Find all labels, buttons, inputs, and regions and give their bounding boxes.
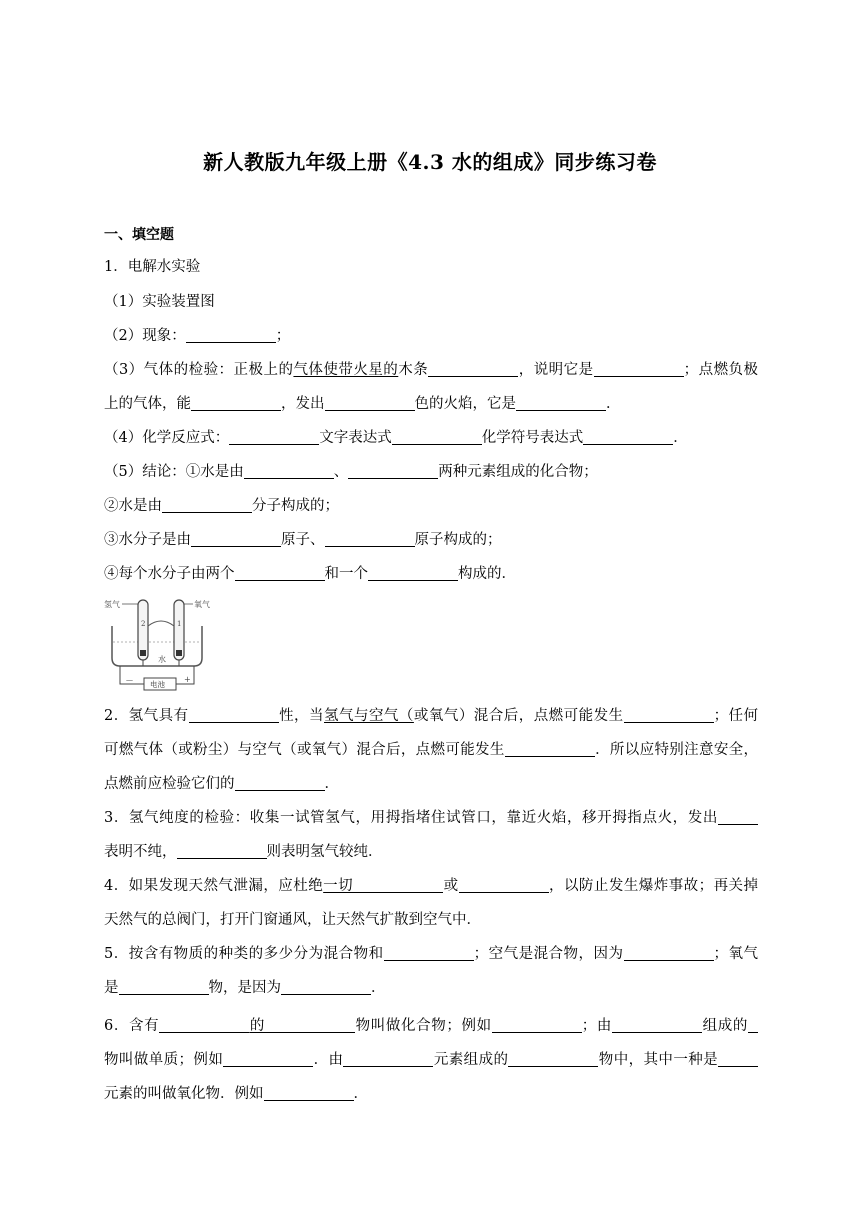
q1-sub1: （1）实验装置图 — [104, 294, 215, 310]
answer-blank[interactable] — [353, 878, 443, 893]
answer-blank[interactable] — [624, 946, 714, 961]
section-heading: 一、填空题 — [104, 227, 174, 243]
q1-conclusion3: ③水分子是由 原子、 原子构成的； — [104, 532, 502, 548]
page-title: 新人教版九年级上册《4.3 水的组成》同步练习卷 — [203, 150, 657, 174]
answer-blank[interactable] — [583, 430, 673, 445]
answer-blank[interactable] — [229, 430, 319, 445]
q6-line2: 物叫做单质；例如 ．由 元素组成的 物中，其中一种是 — [104, 1050, 758, 1070]
label-oxygen: 氧气 — [194, 600, 210, 609]
answer-blank[interactable] — [508, 1052, 598, 1067]
answer-blank[interactable] — [505, 742, 595, 757]
answer-blank[interactable] — [718, 1052, 758, 1067]
q2-line3: 点燃前应检验它们的 ． — [104, 776, 339, 792]
electrolysis-apparatus-figure — [102, 596, 212, 692]
answer-blank[interactable] — [718, 810, 758, 825]
label-water: 水 — [158, 655, 166, 664]
answer-blank[interactable] — [594, 362, 684, 377]
answer-blank[interactable] — [492, 1018, 582, 1033]
answer-blank[interactable] — [265, 1018, 355, 1033]
answer-blank[interactable] — [244, 464, 334, 479]
q3-line2: 表明不纯， 则表明氢气较纯． — [104, 844, 383, 860]
label-minus: — — [126, 676, 133, 684]
q5-line2: 是 物，是因为 ． — [104, 980, 386, 996]
answer-blank[interactable] — [748, 1018, 758, 1033]
answer-blank[interactable] — [191, 396, 281, 411]
q3-line1: 3．氢气纯度的检验：收集一试管氢气，用拇指堵住试管口，靠近火焰，移开拇指点火，发出 — [104, 808, 758, 828]
answer-blank[interactable] — [392, 430, 482, 445]
q4-line2: 天然气的总阀门，打开门窗通风，让天然气扩散到空气中． — [104, 912, 481, 928]
answer-blank[interactable] — [177, 844, 267, 859]
q5-line1: 5．按含有物质的种类的多少分为混合物和 ；空气是混合物，因为 ；氧气 — [104, 946, 759, 962]
answer-blank[interactable] — [189, 708, 279, 723]
tube-right-number: 1 — [177, 620, 182, 628]
q6-line1: 6．含有 的 物叫做化合物；例如 ；由 组成的 — [104, 1016, 758, 1036]
q4-line1: 4．如果发现天然气泄漏，应杜绝一切 或 ，以防止发生爆炸事故；再关掉 — [104, 878, 759, 894]
answer-blank[interactable] — [223, 1052, 313, 1067]
q1-sub4: （4）化学反应式： 文字表达式 化学符号表达式 ． — [104, 430, 688, 446]
q1-sub5: （5）结论：①水是由 、 两种元素组成的化合物； — [104, 464, 598, 480]
answer-blank[interactable] — [348, 464, 438, 479]
answer-blank[interactable] — [343, 1052, 433, 1067]
answer-blank[interactable] — [612, 1018, 702, 1033]
q1-sub2: （2）现象： ； — [104, 328, 291, 344]
label-plus: + — [184, 675, 191, 684]
answer-blank[interactable] — [235, 566, 325, 581]
answer-blank[interactable] — [325, 396, 415, 411]
q2-line2: 可燃气体（或粉尘）与空气（或氧气）混合后，点燃可能发生 ．所以应特别注意安全， — [104, 742, 758, 758]
answer-blank[interactable] — [325, 532, 415, 547]
answer-blank[interactable] — [264, 1086, 354, 1101]
answer-blank[interactable] — [186, 328, 276, 343]
q1-sub3-line2: 上的气体，能 ，发出 色的火焰，它是 ． — [104, 396, 621, 412]
label-hydrogen: 氢气 — [104, 600, 120, 609]
answer-blank[interactable] — [281, 980, 371, 995]
answer-blank[interactable] — [459, 878, 549, 893]
label-power: 电池 — [150, 680, 165, 689]
answer-blank[interactable] — [368, 566, 458, 581]
answer-blank[interactable] — [162, 498, 252, 513]
q6-line3: 元素的叫做氧化物．例如 ． — [104, 1086, 368, 1102]
answer-blank[interactable] — [119, 980, 209, 995]
q1-stem: 1．电解水实验 — [104, 259, 201, 275]
answer-blank[interactable] — [624, 708, 714, 723]
q1-conclusion2: ②水是由 分子构成的； — [104, 498, 339, 514]
answer-blank[interactable] — [516, 396, 606, 411]
answer-blank[interactable] — [384, 946, 474, 961]
tube-left-number: 2 — [141, 620, 146, 628]
answer-blank[interactable] — [235, 776, 325, 791]
answer-blank[interactable] — [428, 362, 518, 377]
answer-blank[interactable] — [191, 532, 281, 547]
q1-sub3-line1: （3）气体的检验：正极上的气体使带火星的木条 ，说明它是 ；点燃负极 — [104, 362, 759, 378]
answer-blank[interactable] — [159, 1018, 249, 1033]
q1-conclusion4: ④每个水分子由两个 和一个 构成的． — [104, 566, 516, 582]
q2-line1: 2．氢气具有 性，当氢气与空气（或氧气）混合后，点燃可能发生 ；任何 — [104, 708, 759, 724]
